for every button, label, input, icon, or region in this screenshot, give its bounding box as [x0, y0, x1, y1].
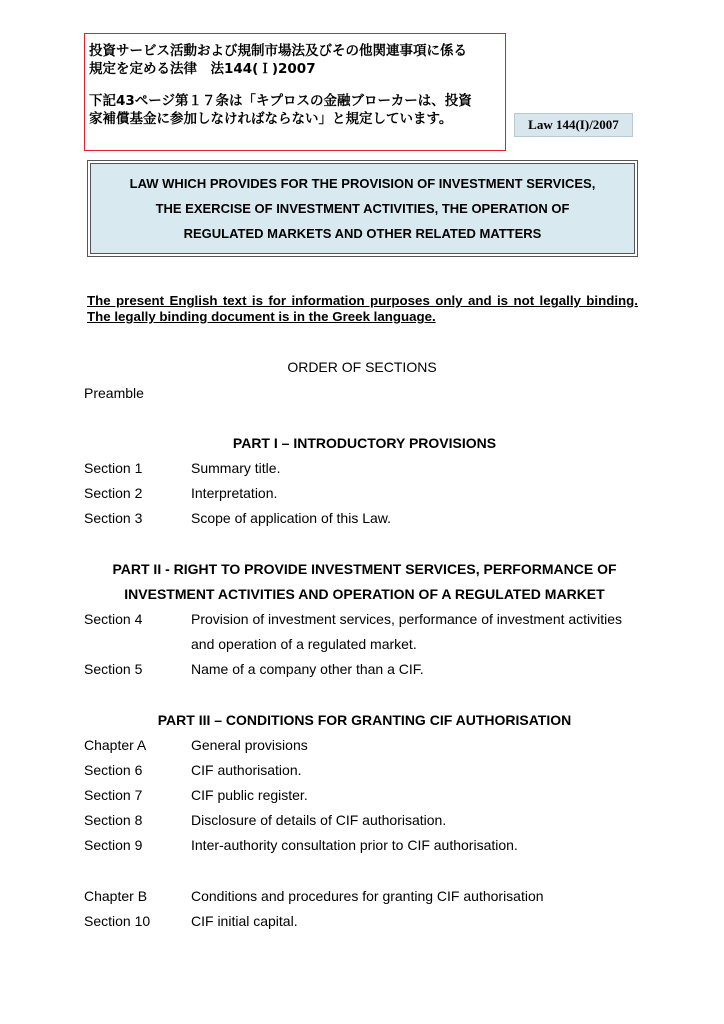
toc-row — [84, 660, 424, 678]
part-3-heading: PART III – CONDITIONS FOR GRANTING CIF AUTHORISATION — [157, 712, 572, 728]
legal-disclaimer: The present English text is for information purposes only and is not legally binding. The legally binding document is in the Greek language. — [87, 293, 638, 324]
toc-row — [84, 887, 544, 905]
toc-row — [84, 811, 446, 829]
toc-row — [84, 736, 308, 754]
toc-row — [84, 761, 302, 779]
toc-text: Provision of investment services, performance of investment activities — [191, 611, 623, 627]
toc-text: CIF initial capital. — [191, 913, 298, 929]
toc-row — [84, 484, 277, 502]
law-reference-badge: Law 144(I)/2007 — [514, 113, 633, 137]
japanese-annotation-box — [84, 33, 506, 151]
toc-label: Section 2 — [84, 485, 143, 501]
toc-label: Section 9 — [84, 837, 143, 853]
toc-label: Section 1 — [84, 460, 143, 476]
law-title-inner — [90, 163, 635, 254]
toc-text: Name of a company other than a CIF. — [191, 661, 424, 677]
toc-text: Summary title. — [191, 460, 281, 476]
toc-text: Interpretation. — [191, 485, 278, 501]
toc-label: Section 10 — [84, 913, 151, 929]
part-2-heading-line-2: INVESTMENT ACTIVITIES AND OPERATION OF A REGULATED MARKET — [124, 586, 605, 602]
law-title-line: REGULATED MARKETS AND OTHER RELATED MATTERS — [183, 226, 542, 241]
order-of-sections-heading: ORDER OF SECTIONS — [287, 359, 437, 375]
toc-row — [84, 836, 518, 854]
toc-row — [84, 509, 391, 527]
annotation-text-line: 家補償基金に参加しなければならない」と規定しています。 — [89, 111, 453, 127]
toc-text: General provisions — [191, 737, 308, 753]
toc-text: CIF public register. — [191, 787, 308, 803]
annotation-text-line: 下記43ページ第１７条は「キプロスの金融ブローカーは、投資 — [89, 93, 472, 109]
toc-label: Section 8 — [84, 812, 143, 828]
toc-row — [84, 459, 280, 477]
toc-label: Section 7 — [84, 787, 143, 803]
preamble: Preamble — [84, 385, 144, 401]
toc-label: Chapter A — [84, 737, 147, 753]
part-2-heading-line-1: PART II - RIGHT TO PROVIDE INVESTMENT SERVICES, PERFORMANCE OF — [112, 561, 617, 577]
law-title-box — [87, 160, 638, 257]
toc-text: CIF authorisation. — [191, 762, 302, 778]
toc-label: Section 6 — [84, 762, 143, 778]
toc-text-continuation: and operation of a regulated market. — [191, 636, 417, 652]
toc-row — [84, 610, 622, 628]
annotation-text-line: 規定を定める法律 法144(Ｉ)2007 — [89, 61, 316, 77]
toc-row — [84, 912, 298, 930]
toc-text: Disclosure of details of CIF authorisation. — [191, 812, 447, 828]
law-title-line: LAW WHICH PROVIDES FOR THE PROVISION OF INVESTMENT SERVICES, — [129, 176, 596, 191]
toc-row — [84, 786, 308, 804]
toc-text: Scope of application of this Law. — [191, 510, 392, 526]
toc-text: Inter-authority consultation prior to CIF authorisation. — [191, 837, 518, 853]
annotation-text-line: 投資サービス活動および規制市場法及びその他関連事項に係る — [89, 43, 467, 59]
toc-label: Section 4 — [84, 611, 143, 627]
part-1-heading: PART I – INTRODUCTORY PROVISIONS — [232, 435, 497, 451]
toc-label: Section 3 — [84, 510, 143, 526]
toc-label: Section 5 — [84, 661, 143, 677]
law-title-line: THE EXERCISE OF INVESTMENT ACTIVITIES, THE OPERATION OF — [155, 201, 570, 216]
toc-label: Chapter B — [84, 888, 148, 904]
toc-text: Conditions and procedures for granting CIF authorisation — [191, 888, 544, 904]
